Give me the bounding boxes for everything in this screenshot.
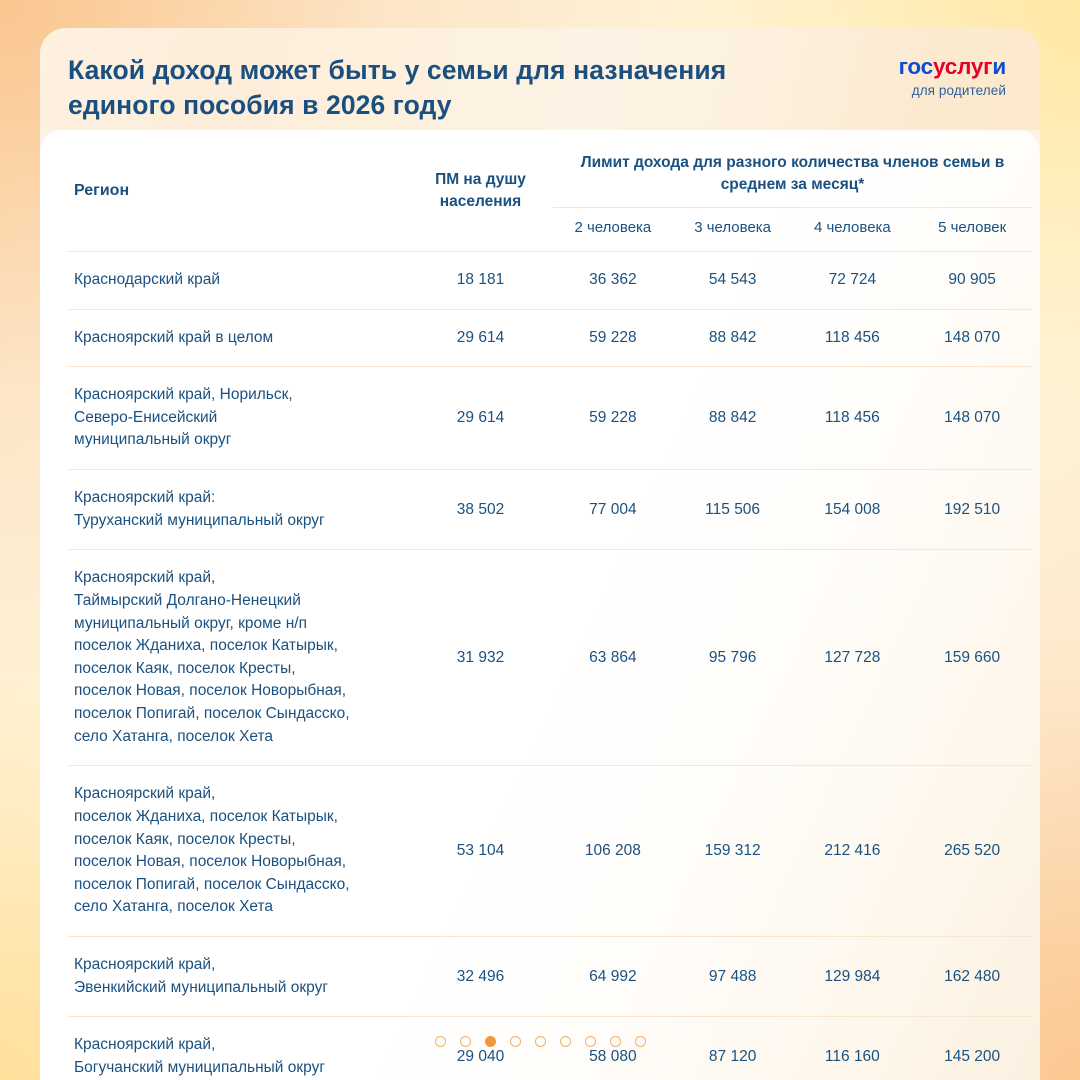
carousel-dot[interactable] [435, 1036, 446, 1047]
table-row [68, 367, 1032, 470]
logo-part-gos: гос [898, 54, 933, 79]
cell-limit-5-people: 145 200 [944, 1047, 1001, 1065]
cell-limit-3-people: 88 842 [708, 328, 757, 346]
table-body [68, 251, 1032, 1080]
table-row [68, 251, 1032, 309]
column-header-2-people: 2 человека [553, 207, 673, 251]
carousel-dot[interactable] [610, 1036, 621, 1047]
cell-region: Красноярский край: Туруханский муниципальный округ [74, 489, 325, 529]
cell-region: Красноярский край в целом [74, 328, 274, 346]
cell-limit-5-people: 162 480 [944, 967, 1001, 985]
income-limits-table [68, 130, 1032, 1080]
carousel-dot[interactable] [460, 1036, 471, 1047]
cell-limit-4-people: 118 456 [824, 409, 880, 427]
cell-limit-4-people: 118 456 [824, 328, 880, 346]
column-header-group: Лимит доходa для разного количества членов семьи в среднем за месяц* [580, 154, 1005, 194]
cell-pm: 32 496 [456, 967, 505, 985]
cell-limit-3-people: 88 842 [708, 409, 757, 427]
cell-limit-5-people: 148 070 [944, 328, 1001, 346]
column-header-5-people: 5 человек [912, 207, 1032, 251]
column-header-4-people: 4 человека [793, 207, 913, 251]
cell-pm: 18 181 [456, 271, 505, 289]
cell-limit-3-people: 159 312 [704, 842, 761, 860]
table-sheet [40, 130, 1040, 1080]
cell-limit-2-people: 106 208 [584, 842, 641, 860]
table-head [68, 130, 1032, 251]
cell-limit-4-people: 212 416 [824, 842, 881, 860]
cell-limit-2-people: 59 228 [589, 409, 637, 427]
cell-limit-2-people: 36 362 [589, 271, 637, 289]
table-row [68, 1017, 1032, 1080]
card-header [40, 28, 1040, 130]
carousel-dot[interactable] [635, 1036, 646, 1047]
carousel-indicator[interactable] [40, 1036, 1040, 1047]
logo-part-uslug: услуг [933, 54, 993, 79]
column-header-pm: ПМ на душу населения [435, 171, 526, 211]
cell-pm: 29 614 [456, 409, 505, 427]
cell-region: Красноярский край, Норильск, Северо-Енисейский муниципальный округ [74, 386, 293, 449]
cell-limit-2-people: 64 992 [589, 967, 637, 985]
cell-limit-3-people: 87 120 [708, 1047, 757, 1065]
logo-wordmark [899, 56, 1006, 79]
cell-limit-2-people: 59 228 [589, 328, 637, 346]
cell-region: Красноярский край, Богучанский муниципальный округ [74, 1036, 325, 1076]
cell-limit-3-people: 97 488 [708, 967, 757, 985]
cell-limit-4-people: 116 160 [824, 1047, 880, 1065]
logo-subtitle: для родителей [911, 82, 1006, 98]
cell-pm: 29 040 [456, 1047, 505, 1065]
cell-limit-2-people: 77 004 [589, 500, 637, 518]
logo-part-i: и [992, 54, 1006, 79]
cell-region: Красноярский край, Эвенкийский муниципальный округ [74, 956, 329, 996]
cell-limit-5-people: 148 070 [944, 409, 1001, 427]
cell-pm: 31 932 [456, 648, 505, 666]
cell-limit-3-people: 54 543 [708, 271, 757, 289]
cell-limit-4-people: 154 008 [824, 500, 881, 518]
table-row [68, 470, 1032, 550]
cell-region: Краснодарский край [74, 270, 220, 288]
table-row [68, 309, 1032, 367]
cell-pm: 38 502 [456, 500, 505, 518]
table-row [68, 550, 1032, 766]
page-title: Какой доход может быть у семьи для назначения единого пособия в 2026 году [68, 55, 727, 121]
carousel-dot[interactable] [510, 1036, 521, 1047]
cell-limit-2-people: 58 080 [589, 1047, 637, 1065]
column-header-3-people: 3 человека [673, 207, 793, 251]
cell-limit-2-people: 63 864 [589, 648, 637, 666]
cell-limit-5-people: 90 905 [948, 271, 996, 289]
table-head-row-main [68, 130, 1032, 207]
cell-limit-4-people: 129 984 [824, 967, 881, 985]
gosuslugi-logo [899, 50, 1006, 97]
table-row [68, 766, 1032, 937]
cell-limit-5-people: 159 660 [944, 648, 1001, 666]
cell-limit-5-people: 265 520 [944, 842, 1001, 860]
cell-limit-4-people: 72 724 [828, 271, 877, 289]
cell-pm: 53 104 [456, 842, 505, 860]
carousel-dot[interactable] [585, 1036, 596, 1047]
carousel-dot[interactable] [535, 1036, 546, 1047]
cell-limit-3-people: 115 506 [705, 500, 761, 518]
cell-region: Красноярский край, поселок Жданиха, поселок Катырык, поселок Каяк, поселок Кресты, поселок Новая, поселок Новорыбная, поселок Попигай, поселок Сындасско, село Хатанга, поселок Хета [74, 785, 350, 916]
column-header-region: Регион [74, 182, 130, 200]
cell-limit-4-people: 127 728 [824, 648, 881, 666]
table-row [68, 937, 1032, 1017]
cell-region: Красноярский край, Таймырский Долгано-Ненецкий муниципальный округ, кроме н/п поселок Жданиха, поселок Катырык, поселок Каяк, поселок Кресты, поселок Новая, поселок Новорыбная, поселок Попигай, поселок Сындасско, село Хатанга, поселок Хета [74, 569, 350, 745]
slide-card [40, 28, 1040, 1080]
carousel-dot[interactable] [560, 1036, 571, 1047]
cell-limit-3-people: 95 796 [708, 648, 757, 666]
cell-limit-5-people: 192 510 [944, 500, 1001, 518]
carousel-dot-active[interactable] [485, 1036, 496, 1047]
cell-pm: 29 614 [456, 328, 505, 346]
